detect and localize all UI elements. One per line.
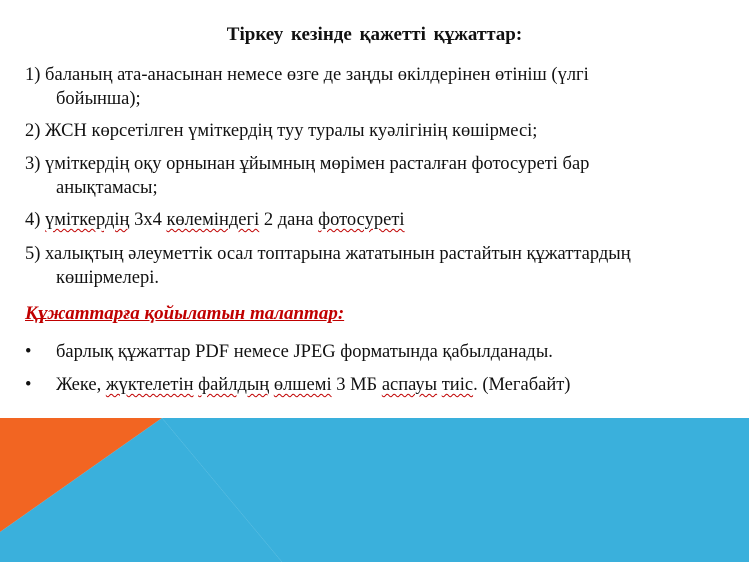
list-item-1-line2: бойынша);	[56, 89, 141, 109]
list-item-1-line1: 1) баланың ата-анасынан немесе өзге де заңды өкілдерінен өтініш (үлгі	[25, 65, 589, 85]
list-item-4-mid2: 2 дана	[259, 210, 319, 230]
bullet-item-1-text: барлық құжаттар PDF немесе JPEG форматында қабылданады.	[56, 342, 553, 362]
bullet-2-word-5: тиіс	[441, 375, 474, 395]
list-item-2-line1: 2) ЖСН көрсетілген үміткердің туу туралы куәлігінің көшірмесі;	[25, 121, 538, 141]
bullet-2-word-1: жүктелетін	[105, 375, 194, 395]
requirements-heading: Құжаттарға қойылатын талаптар:	[25, 303, 345, 324]
bullet-dot-icon: •	[25, 375, 32, 395]
list-item-4-word-3: фотосуреті	[318, 210, 405, 230]
list-item-3-line2: анықтамасы;	[56, 178, 158, 198]
bullet-2-word-4: аспауы	[381, 375, 438, 395]
bullet-dot-icon: •	[25, 342, 32, 362]
bullet-2-word-2: файлдың	[198, 375, 270, 395]
list-item-4-middle: 3х4	[129, 210, 167, 230]
bullet-2-word-3: өлшемі	[273, 375, 332, 395]
slide-title: Тіркеу кезінде қажетті құжаттар:	[226, 24, 523, 45]
list-item-3-line1: 3) үміткердің оқу орнынан ұйымның мөрімен расталған фотосуреті бар	[25, 154, 590, 174]
list-item-5-line1: 5) халықтың әлеуметтік осал топтарына жататынын растайтын құжаттардың	[25, 244, 631, 264]
list-item-4-prefix: 4)	[25, 210, 46, 230]
bullet-2-pre: Жеке,	[56, 375, 106, 395]
list-item-4-word-2: көлеміндегі	[166, 210, 260, 230]
list-item-4-word-1: үміткердің	[45, 210, 130, 230]
list-item-5-line2: көшірмелері.	[56, 268, 159, 288]
bullet-2-post: . (Мегабайт)	[473, 375, 571, 395]
bullet-2-mid: 3 МБ	[331, 375, 382, 395]
